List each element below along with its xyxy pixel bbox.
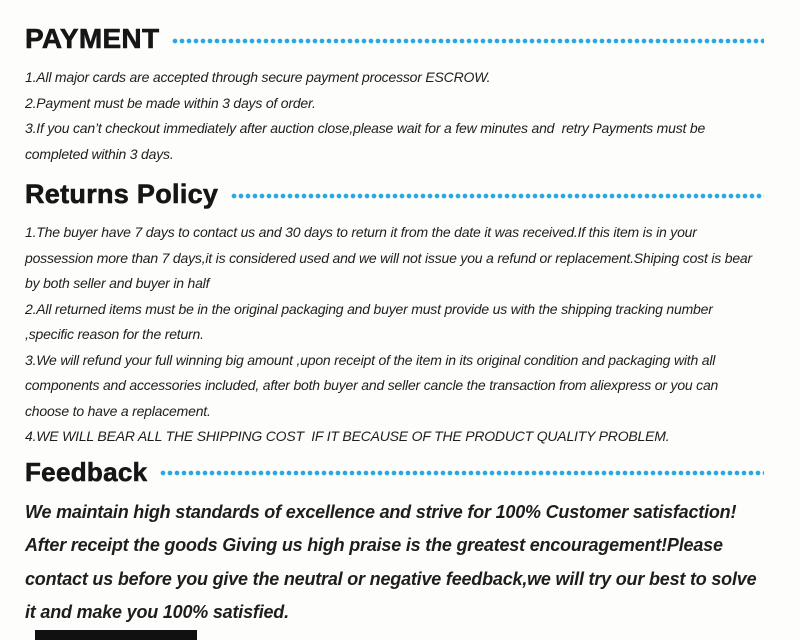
payment-dotted-separator xyxy=(172,38,764,44)
payment-body xyxy=(25,65,764,167)
payment-paragraph-1: 1.All major cards are accepted through secure payment processor ESCROW. xyxy=(25,69,491,85)
returns-dotted-separator xyxy=(231,193,764,199)
section-feedback xyxy=(0,450,800,630)
feedback-body xyxy=(25,496,764,630)
payment-heading: PAYMENT xyxy=(25,23,160,54)
feedback-heading-row xyxy=(25,450,764,489)
returns-paragraph-3: 3.We will refund your full winning big amount ,upon receipt of the item in its original condition and packaging with all components and accessories included, after both buyer and seller cancle the transaction from aliexpress or you can choose to have a replacement. xyxy=(25,351,722,419)
returns-policy-heading: Returns Policy xyxy=(25,179,219,209)
returns-body xyxy=(25,220,764,450)
returns-paragraph-4: 4.WE WILL BEAR ALL THE SHIPPING COST IF IT BECAUSE OF THE PRODUCT QUALITY PROBLEM. xyxy=(25,428,670,444)
payment-heading-row xyxy=(25,0,764,56)
payment-paragraph-3: 3.If you can’t checkout immediately after auction close,please wait for a few minutes and retry Payments must be completed within 3 days. xyxy=(25,120,709,162)
next-section-cropped-bar xyxy=(35,630,197,640)
feedback-heading: Feedback xyxy=(25,456,148,487)
returns-heading-row xyxy=(25,167,764,211)
feedback-dotted-separator xyxy=(160,470,764,476)
returns-paragraph-1: 1.The buyer have 7 days to contact us and 30 days to return it from the date it was received.If this item is in your possession more than 7 days,it is considered used and we will not issue you a refund or replacement.Shiping cost is bear by both seller and buyer in half xyxy=(25,224,756,291)
feedback-paragraph: We maintain high standards of excellence and strive for 100% Customer satisfaction! After receipt the goods Giving us high praise is the greatest encouragement!Please contact us before you give the neutral or negative feedback,we will try our best to solve it and make you 100% satisfied. xyxy=(25,501,762,622)
payment-paragraph-2: 2.Payment must be made within 3 days of order. xyxy=(25,94,316,111)
returns-paragraph-2: 2.All returned items must be in the original packaging and buyer must provide us with the shipping tracking number ,specific reason for the return. xyxy=(25,300,717,342)
section-returns-policy xyxy=(0,167,800,450)
section-payment xyxy=(0,0,800,167)
